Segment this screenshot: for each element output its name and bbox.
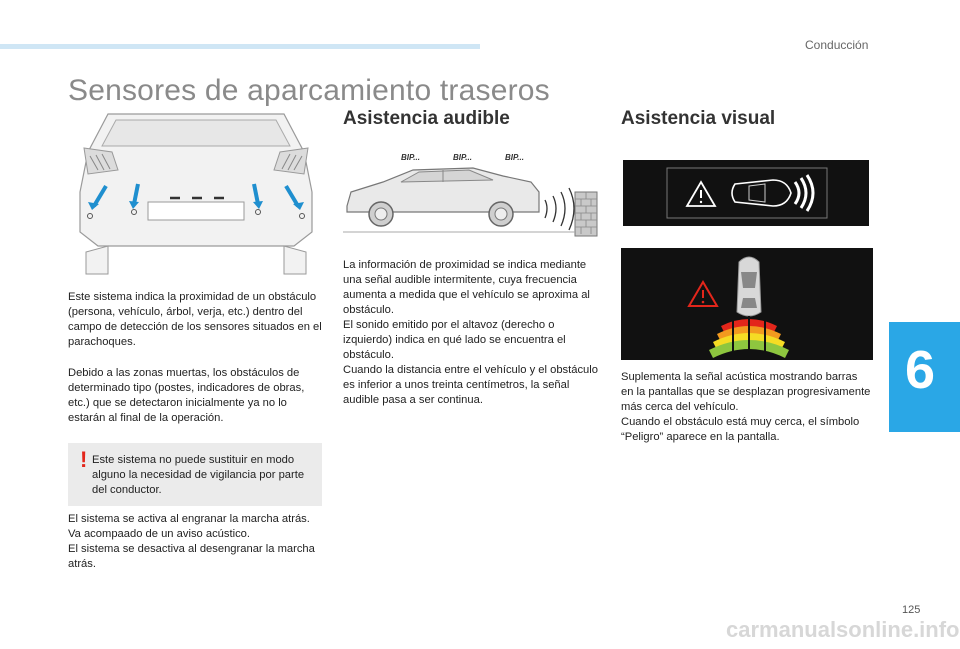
visual-heading: Asistencia visual [621, 108, 776, 129]
header-accent-bar [0, 44, 480, 49]
chapter-tab [889, 322, 960, 432]
chapter-number: 6 [905, 340, 936, 400]
page-title: Sensores de aparcamiento traseros [68, 74, 550, 107]
audible-heading: Asistencia audible [343, 108, 510, 129]
beep-label-3: BIP... [505, 153, 524, 162]
audible-description: La información de proximidad se indica mediante una señal audible intermitente, cuya frecuencia aumenta a medida que el vehículo se aproxima al obstáculo. El sonido emitido por el altavoz (derecho o izquierdo) indica en qué lado se encuentra el obstáculo. Cuando la distancia entre el vehículo y el obstáculo es inferior a unos treinta centímetros, la señal audible pasa a ser continua. [343, 259, 598, 406]
visual-description: Suplementa la señal acústica mostrando barras en la pantallas que se desplazan progresivamente más cerca del vehículo. Cuando el obstáculo está muy cerca, el símbolo “Peligro” aparece en la pantalla. [621, 371, 871, 443]
visual-screen-bottom [621, 248, 873, 360]
warning-icon: ! [80, 447, 88, 472]
page-number: 125 [902, 604, 921, 616]
chapter-label: Conducción [805, 38, 869, 52]
warning-text: Este sistema no puede sustituir en modo alguno la necesidad de vigilancia por parte del conductor. [92, 454, 305, 496]
beep-label-2: BIP... [453, 153, 472, 162]
left-paragraph-2: Debido a las zonas muertas, los obstáculos de determinado tipo (postes, indicadores de obras, etc.) que se detectaron inicialmente ya no lo estarán al final de la operación. [68, 367, 305, 424]
warning-box [68, 443, 322, 506]
visual-screen-top [623, 160, 869, 226]
audible-illustration [343, 148, 598, 240]
rear-bumper-illustration [68, 112, 324, 277]
watermark: carmanualsonline.info [726, 617, 960, 642]
left-paragraph-1: Este sistema indica la proximidad de un obstáculo (persona, vehículo, árbol, verja, etc.) dentro del campo de detección de los sensores situados en el parachoques. [68, 291, 322, 348]
left-paragraph-3: El sistema se activa al engranar la marcha atrás. Va acompaado de un aviso acústico. El sistema se desactiva al desengranar la marcha atrás. [68, 513, 315, 570]
beep-label-1: BIP... [401, 153, 420, 162]
